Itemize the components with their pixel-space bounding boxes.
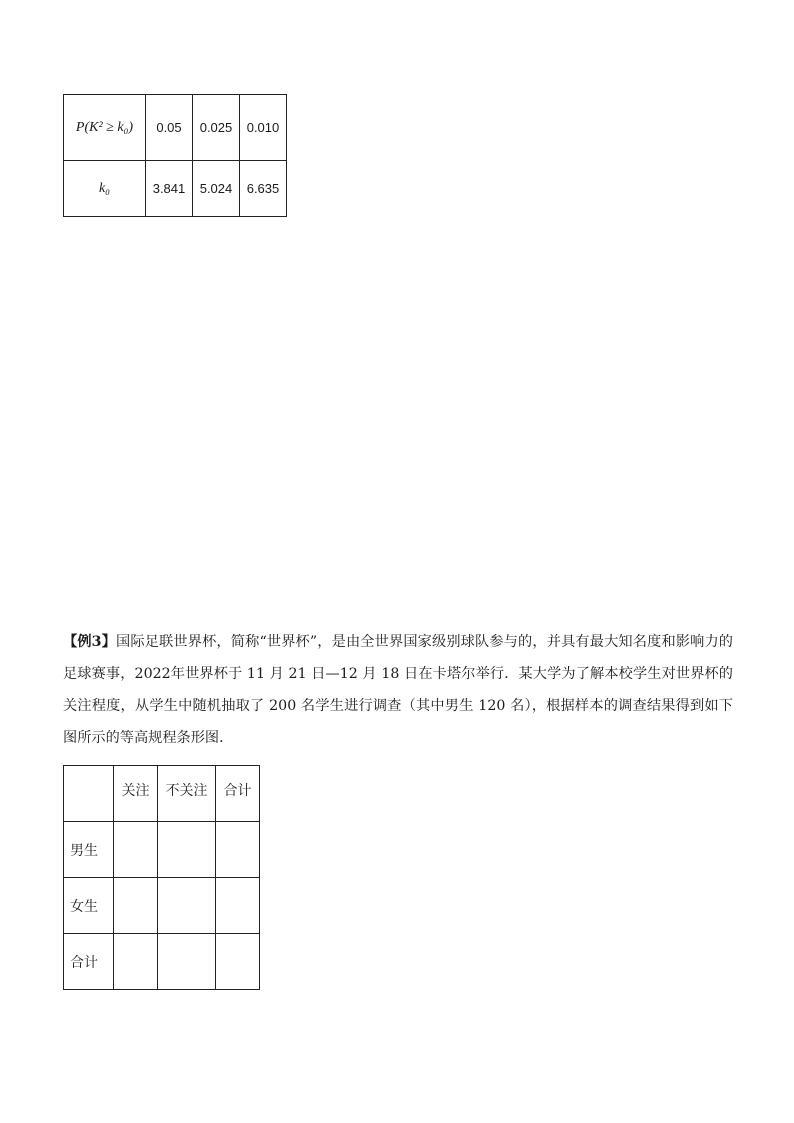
table-cell xyxy=(216,878,260,934)
critical-value-table xyxy=(63,94,287,217)
row-label-total: 合计 xyxy=(64,934,114,990)
contingency-header-row xyxy=(64,766,260,822)
column-header-total: 合计 xyxy=(216,766,260,822)
critical-value: 5.024 xyxy=(193,161,240,217)
table-cell xyxy=(158,878,216,934)
column-header-no-attention: 不关注 xyxy=(158,766,216,822)
probability-value: 0.010 xyxy=(240,95,287,161)
table-cell xyxy=(158,822,216,878)
probability-row xyxy=(64,95,287,161)
probability-value: 0.05 xyxy=(146,95,193,161)
contingency-row-total xyxy=(64,934,260,990)
probability-value: 0.025 xyxy=(193,95,240,161)
contingency-row-female xyxy=(64,878,260,934)
critical-value: 6.635 xyxy=(240,161,287,217)
probability-label: P(K² ≥ k₀) xyxy=(64,95,146,161)
example-3-paragraph xyxy=(63,626,733,754)
row-label-female: 女生 xyxy=(64,878,114,934)
critical-value-label: k₀ xyxy=(64,161,146,217)
example-body-text: 国际足联世界杯，简称“世界杯”，是由全世界国家级别球队参与的，并具有最大知名度和影响力的足球赛事，2022年世界杯于 11 月 21 日—12 月 18 日在卡塔尔举行．某大学为了解本校学生对世界杯的关注程度，从学生中随机抽取了 200 名学生进行调查（其中男生 120 名），根据样本的调查结果得到如下图所示的等高规程条形图． xyxy=(63,634,733,746)
critical-value: 3.841 xyxy=(146,161,193,217)
contingency-row-male xyxy=(64,822,260,878)
table-cell xyxy=(216,822,260,878)
contingency-table xyxy=(63,765,260,990)
table-cell xyxy=(114,878,158,934)
table-cell xyxy=(114,822,158,878)
table-cell xyxy=(114,934,158,990)
table-cell xyxy=(158,934,216,990)
example-text-block xyxy=(63,626,733,754)
corner-cell xyxy=(64,766,114,822)
critical-value-row xyxy=(64,161,287,217)
row-label-male: 男生 xyxy=(64,822,114,878)
table-cell xyxy=(216,934,260,990)
example-tag: 【例3】 xyxy=(63,634,117,650)
column-header-attention: 关注 xyxy=(114,766,158,822)
